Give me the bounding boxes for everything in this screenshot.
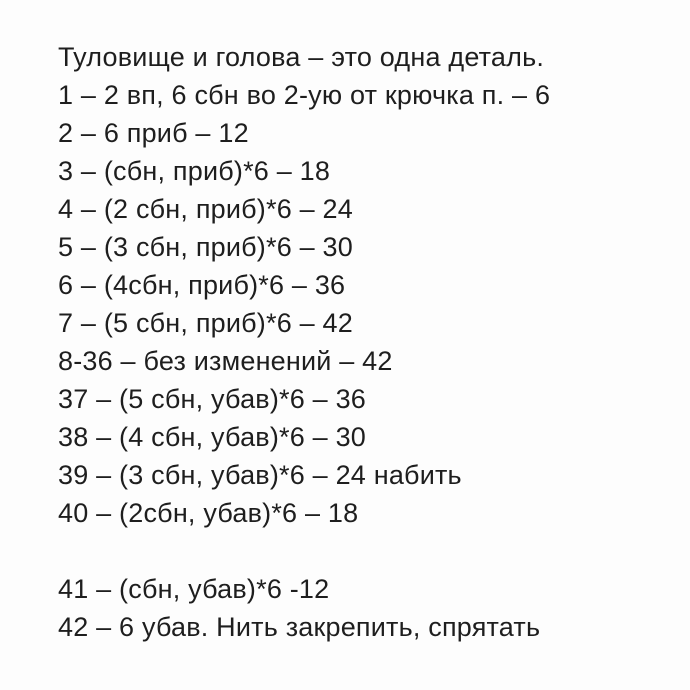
pattern-row-7: 7 – (5 сбн, приб)*6 – 42 <box>58 308 353 338</box>
pattern-row-3: 3 – (сбн, приб)*6 – 18 <box>58 156 331 186</box>
pattern-row-39: 39 – (3 сбн, убав)*6 – 24 набить <box>58 460 462 490</box>
pattern-title: Туловище и голова – это одна деталь. <box>58 42 545 72</box>
pattern-row-5: 5 – (3 сбн, приб)*6 – 30 <box>58 232 353 262</box>
pattern-row-8-36: 8-36 – без изменений – 42 <box>58 346 393 376</box>
pattern-rows-final <box>58 570 680 646</box>
pattern-row-38: 38 – (4 сбн, убав)*6 – 30 <box>58 422 367 452</box>
pattern-row-6: 6 – (4сбн, приб)*6 – 36 <box>58 270 346 300</box>
pattern-row-37: 37 – (5 сбн, убав)*6 – 36 <box>58 384 367 414</box>
pattern-row-40: 40 – (2сбн, убав)*6 – 18 <box>58 498 359 528</box>
pattern-row-1: 1 – 2 вп, 6 сбн во 2-ую от крючка п. – 6 <box>58 80 551 110</box>
pattern-rows-main <box>58 76 680 532</box>
pattern-row-41: 41 – (сбн, убав)*6 -12 <box>58 574 330 604</box>
pattern-row-42: 42 – 6 убав. Нить закрепить, спрятать <box>58 612 541 642</box>
pattern-row-4: 4 – (2 сбн, приб)*6 – 24 <box>58 194 353 224</box>
pattern-row-2: 2 – 6 приб – 12 <box>58 118 249 148</box>
